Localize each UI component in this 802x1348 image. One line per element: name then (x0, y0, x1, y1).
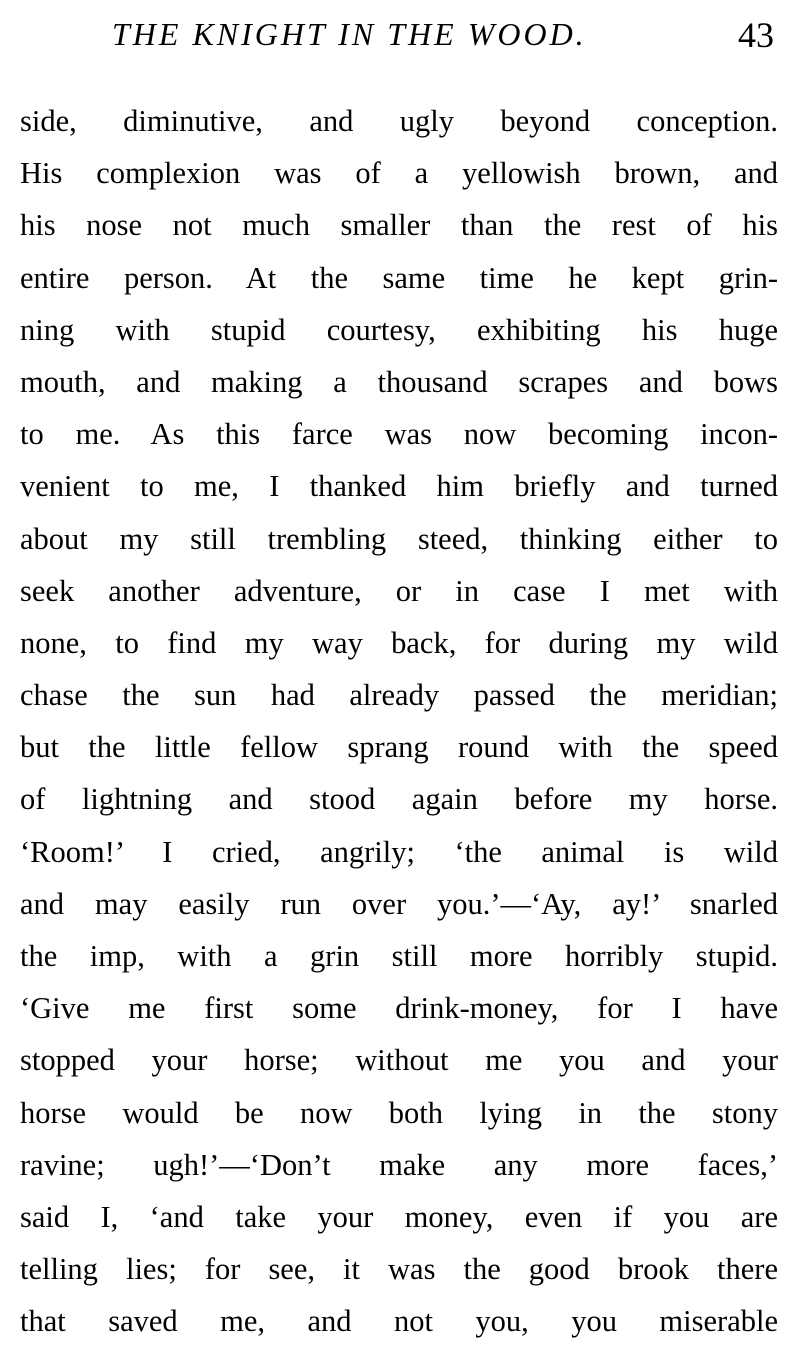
text-line: horse would be now both lying in the stony (20, 1095, 778, 1130)
text-line: side, diminutive, and ugly beyond conception. (20, 104, 778, 138)
text-line: said I, ‘and take your money, even if you are (20, 1199, 778, 1234)
text-line: of lightning and stood again before my horse. (20, 782, 778, 817)
text-line: ning with stupid courtesy, exhibiting his huge (20, 312, 778, 347)
text-line: that saved me, and not you, you miserable (20, 1304, 778, 1339)
text-line: none, to find my way back, for during my wild (20, 625, 778, 660)
text-line: the imp, with a grin still more horribly stupid. (20, 939, 778, 973)
text-line: chase the sun had already passed the meridian; (20, 678, 778, 713)
running-title: THE KNIGHT IN THE WOOD. (112, 16, 587, 52)
text-line: his nose not much smaller than the rest of his (20, 208, 778, 243)
text-line: mouth, and making a thousand scrapes and bows (20, 364, 778, 399)
text-line: venient to me, I thanked him briefly and turned (20, 469, 778, 504)
text-line: ‘Give me first some drink-money, for I have (20, 991, 778, 1026)
text-line: stopped your horse; without me you and your (20, 1043, 778, 1078)
text-line: but the little fellow sprang round with the speed (20, 730, 778, 765)
text-line: and may easily run over you.’—‘Ay, ay!’ snarled (20, 886, 778, 921)
text-line: ‘Room!’ I cried, angrily; ‘the animal is wild (20, 834, 778, 869)
text-line: telling lies; for see, it was the good brook there (20, 1252, 778, 1287)
page-number: 43 (738, 15, 774, 55)
text-line: entire person. At the same time he kept grin- (20, 260, 778, 295)
body-text (20, 95, 778, 1348)
page-header (0, 10, 802, 70)
text-line: seek another adventure, or in case I met with (20, 573, 778, 608)
text-line: ravine; ugh!’—‘Don’t make any more faces,’ (20, 1147, 778, 1182)
text-line: about my still trembling steed, thinking either to (20, 521, 778, 556)
text-line: His complexion was of a yellowish brown, and (20, 156, 778, 191)
text-line: to me. As this farce was now becoming incon- (20, 417, 778, 452)
